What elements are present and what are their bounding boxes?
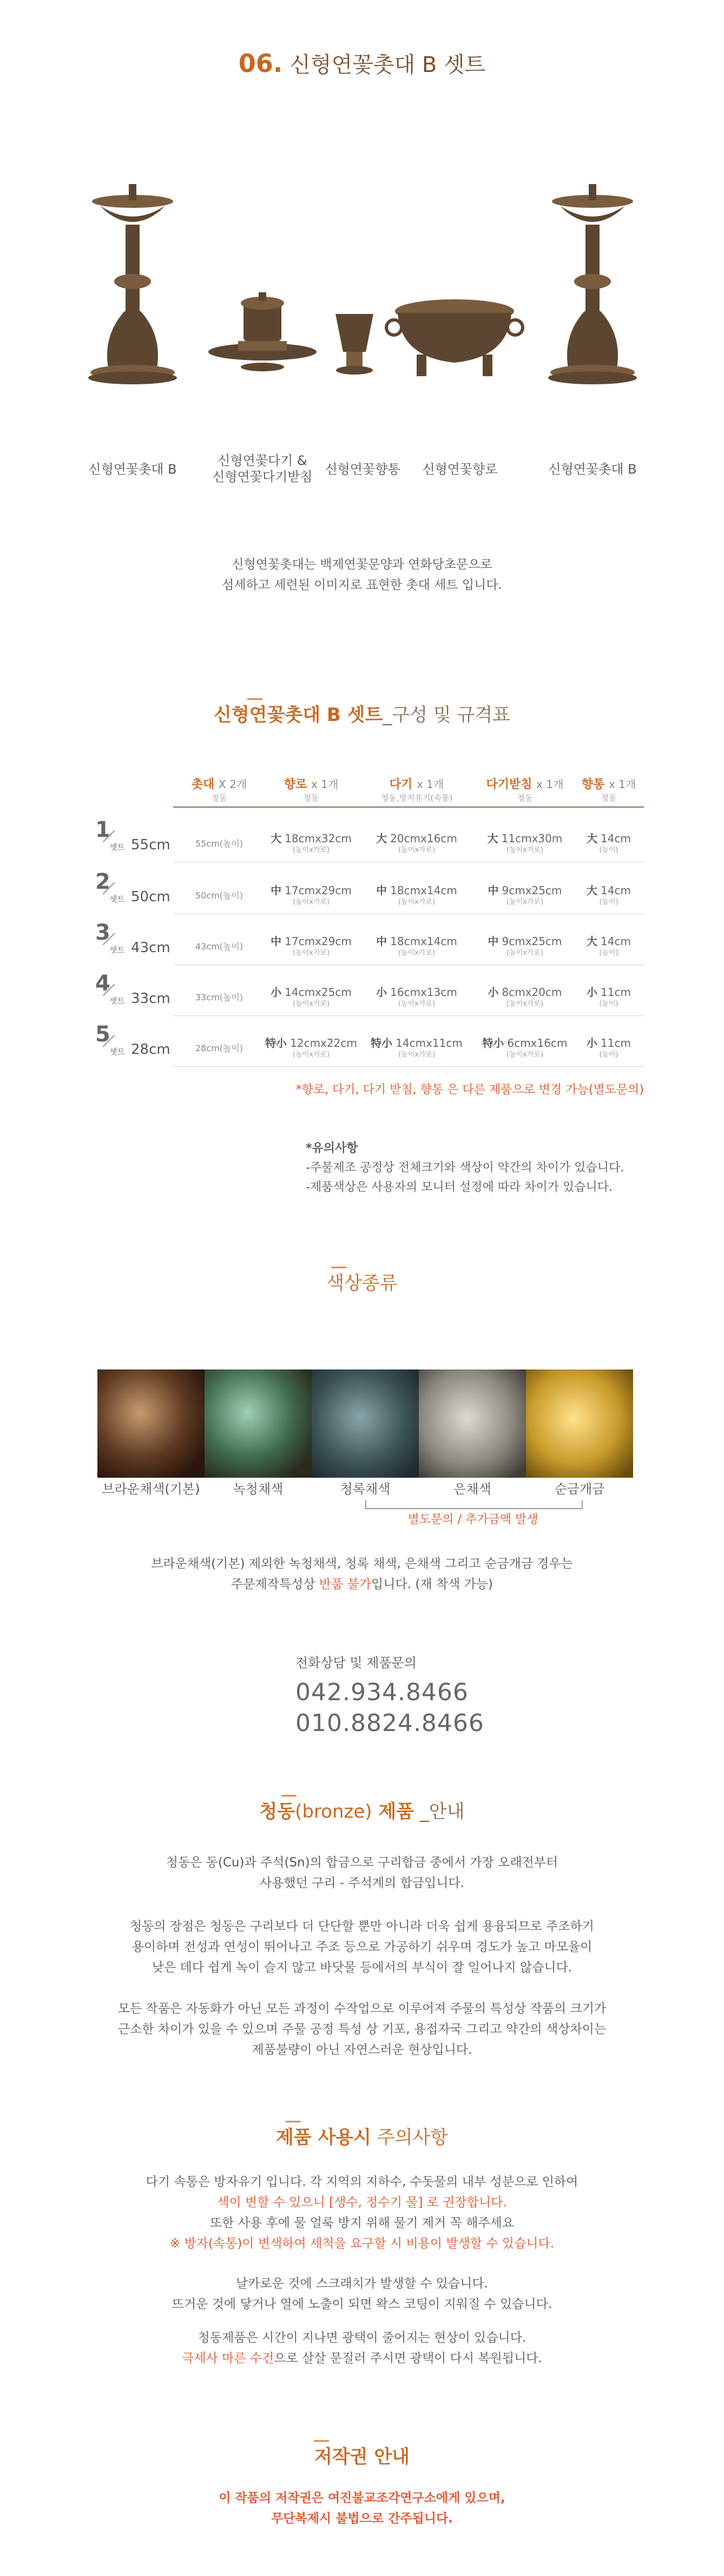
spec-cell-burner: 中 17cmx29cm (높이x가로) — [271, 884, 352, 906]
spec-cell-incense: 大 14cm (높이) — [587, 884, 631, 906]
spec-cell-tea-stand: 大 11cmx30m (높이x가로) — [487, 832, 563, 854]
title-number: 06. — [238, 49, 283, 78]
product-label-burner: 신형연꽃향로 — [422, 462, 498, 477]
spec-header-incense: 향통 x 1개 청동 — [581, 778, 636, 803]
spec-header-line — [173, 807, 644, 808]
notice-block: *유의사항 -주물제조 공정상 전체크기와 색상이 약간의 차이가 있습니다. -제품색상은 사용자의 모니터 설정에 따라 차이가 있습니다. — [306, 1142, 624, 1194]
spec-header-burner: 향로 x 1개 청동 — [284, 778, 339, 803]
spec-cell-burner: 特小 12cmx22cm (높이x가로) — [265, 1037, 357, 1059]
spec-cell-tea-stand: 特小 6cmx16cm (높이x가로) — [482, 1037, 568, 1059]
spec-row-label: 4 셋트 33cm — [95, 971, 170, 1007]
spec-cell-tea: 中 18cmx14cm (높이x가로) — [376, 935, 457, 957]
spec-cell-tea-stand: 中 9cmx25cm (높이x가로) — [488, 935, 562, 957]
product-label-candlestick-right: 신형연꽃촛대 B — [548, 462, 637, 477]
spec-row-label: 5 셋트 28cm — [95, 1022, 170, 1058]
spec-title: 신형연꽃촛대 B 셋트_구성 및 규격표 — [0, 698, 724, 726]
swatch-brown — [97, 1369, 205, 1478]
spec-cell-incense: 小 11cm (높이) — [587, 986, 631, 1008]
phone-2[interactable]: 010.8824.8466 — [295, 1709, 484, 1737]
product-label-tea: 신형연꽃다기 & 신형연꽃다기받침 — [212, 453, 313, 484]
usage-block-2: 날카로운 것에 스크래치가 발생할 수 있습니다. 뜨거운 것에 닿거나 열에 노출이 되면 왁스 코팅이 지워질 수 있습니다. — [172, 2277, 552, 2311]
spec-cell-candle: 33cm(높이) — [195, 992, 243, 1002]
spec-cell-tea: 小 16cmx13cm (높이x가로) — [376, 986, 457, 1008]
spec-row-label: 2 셋트 50cm — [95, 869, 170, 905]
bronze-paragraph-1: 청동은 동(Cu)과 주석(Sn)의 합금으로 구리합금 중에서 가장 오래전부터 사용했던 구리 - 주석계의 합금입니다. — [166, 1856, 558, 1890]
spec-cell-candle: 55cm(높이) — [195, 838, 243, 849]
color-label-brown: 브라운채색(기본) — [102, 1482, 200, 1497]
spec-cell-candle: 28cm(높이) — [195, 1043, 243, 1053]
spec-cell-incense: 大 14cm (높이) — [587, 832, 631, 854]
swatch-teal — [312, 1369, 419, 1478]
tea-bowl-image — [208, 292, 317, 371]
incense-burner-image — [386, 299, 523, 376]
spec-row-label: 1 셋트 55cm — [95, 817, 170, 853]
spec-header-tea-stand: 다기받침 x 1개 청동 — [486, 778, 564, 803]
spec-cell-burner: 大 18cmx32cm (높이x가로) — [271, 832, 352, 854]
product-label-incense-tube: 신형연꽃향통 — [325, 462, 400, 477]
candlestick-right-image — [548, 184, 637, 384]
swatch-green — [205, 1369, 312, 1478]
spec-cell-tea: 中 18cmx14cm (높이x가로) — [376, 884, 457, 906]
spec-row-divider — [173, 1015, 644, 1016]
copyright-text: 이 작품의 저작권은 여진불교조각연구소에게 있으며, 무단복제시 불법으로 간주됩니다. — [219, 2491, 505, 2526]
spec-cell-candle: 50cm(높이) — [195, 890, 243, 901]
product-label-candlestick: 신형연꽃촛대 B — [88, 462, 177, 477]
swatch-gold — [526, 1369, 633, 1478]
bronze-paragraph-2: 청동의 장점은 청동은 구리보다 더 단단할 뿐만 아니라 더욱 쉽게 용융되므로 주조하기 용이하며 전성과 연성이 뛰어나고 주조 등으로 가공하기 쉬우며 경도가 높고 마모율이 낮은 데다 쉽게 녹이 슬지 않고 바닷물 등에서의 부식이 잘 일어나지 않습니다. — [129, 1919, 595, 1975]
swatch-silver — [419, 1369, 526, 1478]
color-label-silver: 은채색 — [453, 1482, 491, 1497]
color-label-teal: 청록채색 — [340, 1482, 391, 1497]
spec-header-tea: 다기 x 1개 청동,방지유기(속통) — [380, 778, 453, 803]
colors-title: 색상종류 — [0, 1267, 724, 1295]
spec-footnote: *향로, 다기, 다기 받침, 향통 은 다른 제품으로 변경 가능(별도문의) — [295, 1083, 644, 1097]
spec-cell-incense: 小 11cm (높이) — [587, 1037, 631, 1059]
spec-cell-candle: 43cm(높이) — [195, 941, 243, 952]
bronze-title: 청동(bronze) 제품 _안내 — [0, 1795, 724, 1823]
intro-text: 신형연꽃촛대는 백제연꽃문양과 연화당초문으로 섬세하고 세련된 이미지로 표현한 촛대 세트 입니다. — [222, 558, 502, 592]
usage-block-1: 다기 속통은 방자유기 입니다. 각 지역의 지하수, 수돗물의 내부 성분으로 인하여 색이 변할 수 있으니 [생수, 정수기 물] 로 권장합니다. 또한 사용 후에 물 얼룩 방지 위해 물기 제거 꼭 해주세요 ※ 방자(속통)이 변색하여 세척을 요구할 시 비용이 발생할 수 있습니다. — [146, 2175, 578, 2251]
candlestick-left-image — [88, 184, 177, 384]
color-label-green: 녹청채색 — [233, 1482, 284, 1497]
spec-cell-tea: 大 20cmx16cm (높이x가로) — [376, 832, 457, 854]
page-title — [0, 48, 724, 78]
extra-note: 별도문의 / 추가금액 발생 — [407, 1513, 538, 1526]
spec-row-divider — [173, 1066, 644, 1067]
contact-block: 전화상담 및 제품문의 042.934.8466 010.8824.8466 — [295, 1655, 484, 1737]
colors-description: 브라운채색(기본) 제외한 녹청채색, 청록 채색, 은채색 그리고 순금개금 경우는 주문제작특성상 반품 불가입니다. (재 착색 가능) — [151, 1557, 573, 1591]
spec-cell-incense: 大 14cm (높이) — [587, 935, 631, 957]
usage-block-3: 청동제품은 시간이 지나면 광택이 줄어지는 현상이 있습니다. 극세사 마른 수건으로 살살 문질러 주시면 광택이 다시 복원됩니다. — [182, 2331, 542, 2365]
spec-cell-burner: 中 17cmx29cm (높이x가로) — [271, 935, 352, 957]
incense-tube-image — [335, 314, 373, 375]
product-photo — [0, 173, 724, 444]
color-label-gold: 순금개금 — [554, 1482, 605, 1497]
spec-header-candle: 촛대 X 2개 청동 — [191, 778, 247, 803]
spec-cell-tea-stand: 中 9cmx25cm (높이x가로) — [488, 884, 562, 906]
copyright-title: 저작권 안내 — [0, 2440, 724, 2468]
bronze-paragraph-3: 모든 작품은 자동화가 아닌 모든 과정이 수작업으로 이루어져 주물의 특성상 작품의 크기가 근소한 차이가 있을 수 있으며 주물 공정 특성 상 기포, 용접자국 그리고 약간의 색상차이는 제품불량이 아닌 자연스러운 현상입니다. — [117, 2002, 607, 2057]
color-swatches — [97, 1369, 633, 1478]
spec-cell-burner: 小 14cmx25cm (높이x가로) — [271, 986, 352, 1008]
spec-row-label: 3 셋트 43cm — [95, 920, 170, 956]
phone-1[interactable]: 042.934.8466 — [295, 1679, 469, 1706]
extra-bracket — [365, 1500, 583, 1509]
title-text: 신형연꽃촛대 B 셋트 — [289, 53, 486, 77]
spec-cell-tea: 特小 14cmx11cm (높이x가로) — [371, 1037, 463, 1059]
usage-title: 제품 사용시 주의사항 — [0, 2121, 724, 2149]
spec-cell-tea-stand: 小 8cmx20cm (높이x가로) — [488, 986, 562, 1008]
